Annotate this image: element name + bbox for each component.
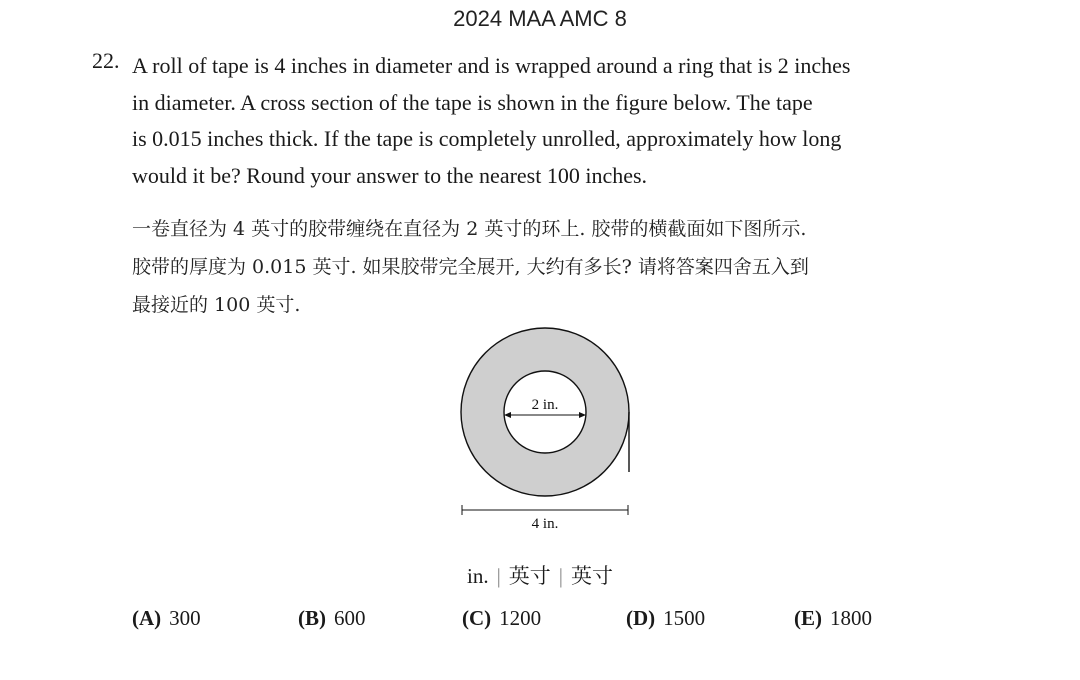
choice-d[interactable] [626, 606, 705, 631]
answer-choices [0, 606, 1080, 636]
choice-value: 1800 [830, 606, 872, 630]
question-line-zh: 胶带的厚度为 0.015 英寸. 如果胶带完全展开, 大约有多长? 请将答案四舍五入到 [132, 256, 809, 278]
choice-label: (C) [462, 606, 492, 630]
unit-en: in. [466, 564, 489, 588]
choice-value: 1500 [663, 606, 706, 630]
inner-diameter-label: 2 in. [531, 397, 559, 413]
unit-note [0, 560, 1080, 590]
choice-a[interactable] [132, 606, 201, 631]
question-line: A roll of tape is 4 inches in diameter and is wrapped around a ring that is 2 inches [132, 53, 851, 78]
page-header: 2024 MAA AMC 8 [453, 6, 627, 31]
choice-e[interactable] [794, 606, 872, 631]
choice-label: (A) [132, 606, 162, 630]
tape-roll-figure [450, 325, 640, 535]
choice-b[interactable] [298, 606, 366, 631]
unit-separator: | [496, 564, 501, 588]
choice-c[interactable] [462, 606, 541, 631]
choice-label: (E) [794, 606, 822, 630]
choice-value: 300 [169, 606, 201, 630]
unit-zh: 英寸 [571, 564, 614, 588]
question-text-english [132, 48, 962, 194]
question-number: 22. [92, 48, 120, 73]
question-line: is 0.015 inches thick. If the tape is completely unrolled, approximately how long [132, 126, 842, 151]
question-line-zh: 最接近的 100 英寸. [132, 294, 301, 316]
outer-diameter-label: 4 in. [531, 516, 559, 532]
choice-label: (D) [626, 606, 656, 630]
question-text-chinese [132, 210, 962, 324]
question-line: in diameter. A cross section of the tape is shown in the figure below. The tape [132, 89, 813, 115]
choice-value: 600 [334, 606, 366, 630]
question-line-zh: 一卷直径为 4 英寸的胶带缠绕在直径为 2 英寸的环上. 胶带的横截面如下图所示. [132, 218, 807, 240]
choice-label: (B) [298, 606, 326, 630]
choice-value: 1200 [499, 606, 542, 630]
question-line: would it be? Round your answer to the nearest 100 inches. [132, 162, 648, 188]
unit-zh: 英寸 [508, 564, 551, 588]
unit-separator: | [558, 564, 564, 588]
